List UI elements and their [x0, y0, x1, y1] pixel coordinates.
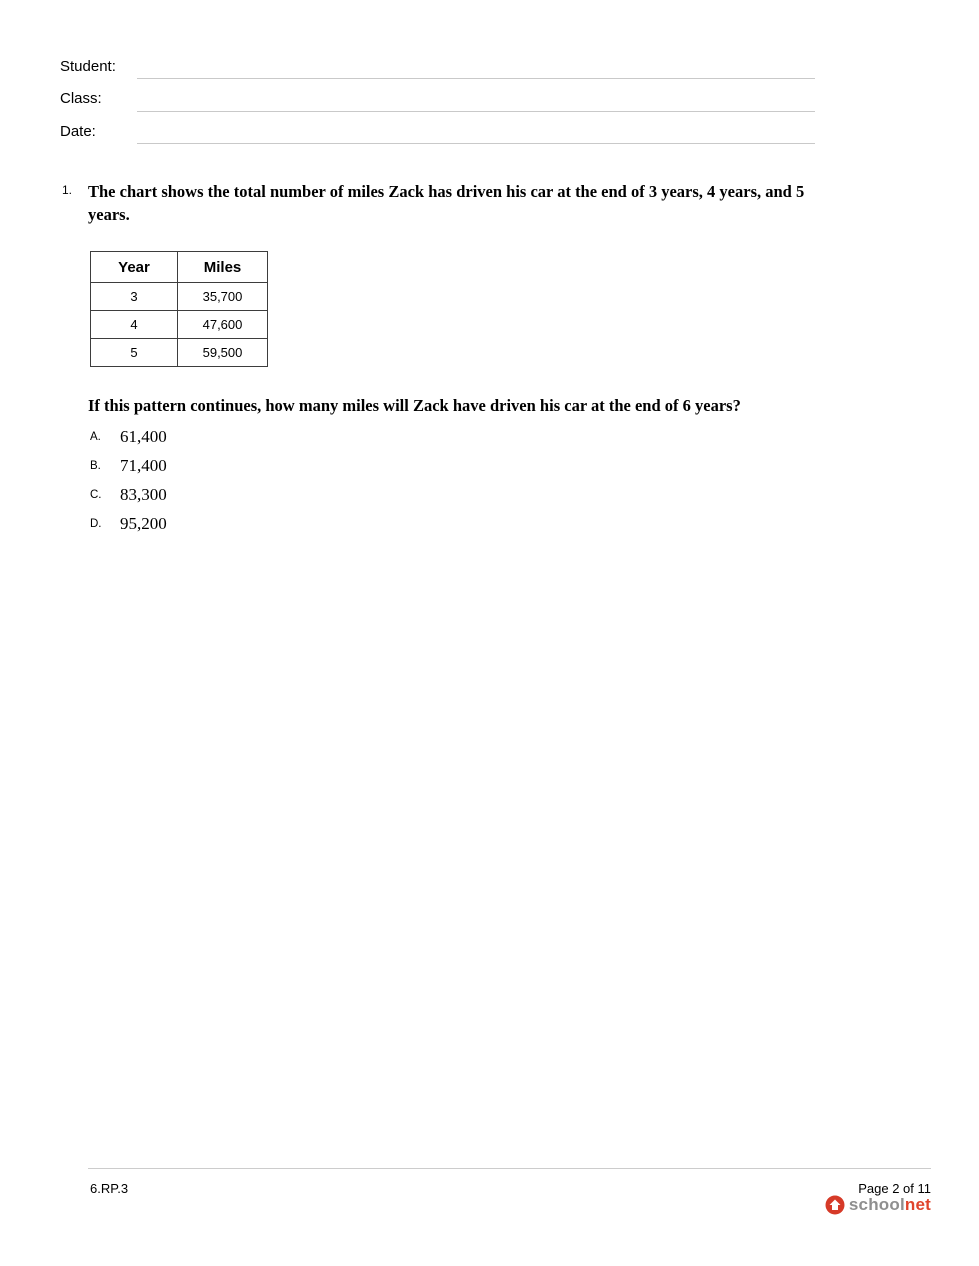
choice-letter-d: D. — [90, 518, 102, 530]
table-cell-year: 5 — [91, 339, 178, 367]
table-cell-miles: 35,700 — [178, 283, 268, 311]
date-label: Date: — [60, 123, 96, 140]
class-label: Class: — [60, 90, 102, 107]
miles-table — [90, 251, 268, 367]
footer-divider — [88, 1168, 931, 1169]
table-row — [91, 311, 268, 339]
table-row — [91, 339, 268, 367]
choice-letter-a: A. — [90, 431, 101, 443]
table-header-row — [91, 252, 268, 283]
footer-page-number: Page 2 of 11 — [858, 1181, 931, 1196]
choice-value-b: 71,400 — [120, 456, 167, 475]
table-cell-year: 4 — [91, 311, 178, 339]
question-text: If this pattern continues, how many miles will Zack have driven his car at the end of 6 years? — [88, 396, 741, 415]
question-prompt: The chart shows the total number of miles Zack has driven his car at the end of 3 years, 4 years, and 5 years. — [88, 182, 805, 224]
choice-letter-c: C. — [90, 489, 102, 501]
table-cell-year: 3 — [91, 283, 178, 311]
schoolnet-logo-text — [849, 1195, 931, 1215]
table-row — [91, 283, 268, 311]
logo-text-school: school — [848, 1195, 905, 1214]
choice-value-d: 95,200 — [120, 514, 167, 533]
question-number: 1. — [62, 183, 73, 197]
student-label: Student: — [60, 58, 116, 75]
table-header-miles: Miles — [178, 252, 268, 283]
choice-value-a: 61,400 — [120, 427, 167, 446]
choice-value-c: 83,300 — [120, 485, 167, 504]
table-cell-miles: 47,600 — [178, 311, 268, 339]
logo-text-net: net — [904, 1195, 931, 1214]
choice-letter-b: B. — [90, 460, 101, 472]
schoolnet-house-icon — [825, 1195, 845, 1215]
student-input-line — [137, 78, 815, 79]
footer-standard-code: 6.RP.3 — [90, 1181, 129, 1196]
table-cell-miles: 59,500 — [178, 339, 268, 367]
class-input-line — [137, 111, 815, 112]
date-input-line — [137, 143, 815, 144]
schoolnet-logo — [825, 1195, 931, 1215]
table-header-year: Year — [91, 252, 178, 283]
